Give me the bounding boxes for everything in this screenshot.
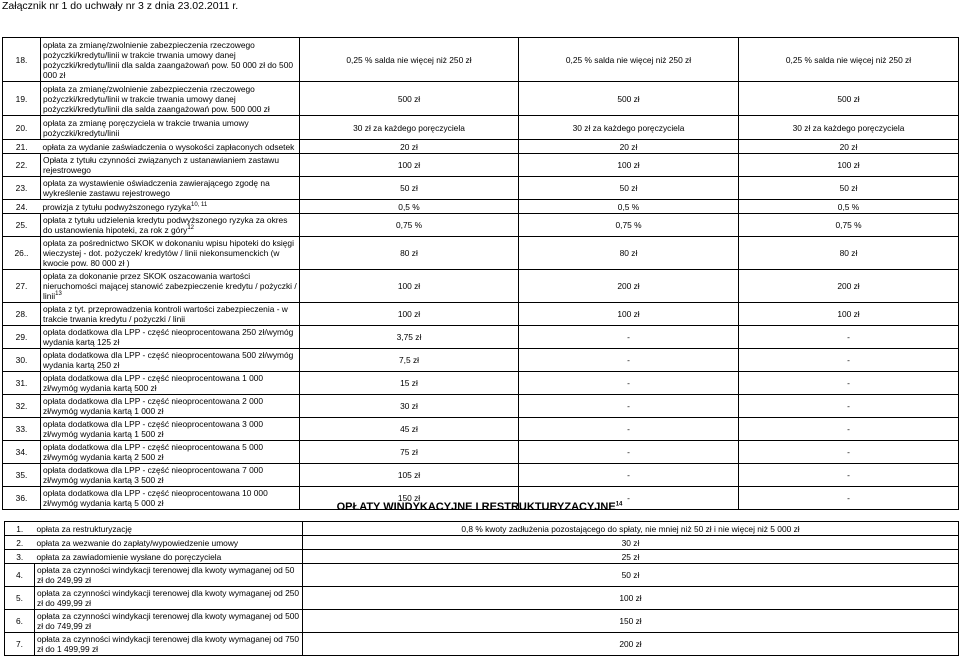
fee-description: opłata za zawiadomienie wysłane do poręczyciela [35, 550, 303, 564]
fee-value: 150 zł [303, 610, 959, 633]
fee-value: 50 zł [739, 177, 959, 200]
table-row [5, 522, 959, 536]
fee-value: 105 zł [300, 464, 519, 487]
fee-value: - [519, 487, 739, 510]
row-number: 36. [3, 487, 41, 510]
fee-value: - [519, 441, 739, 464]
fee-value: 500 zł [300, 82, 519, 116]
fee-description: opłata za pośrednictwo SKOK w dokonaniu wpisu hipoteki do księgi wieczystej - dot. pożyczek/ kredytów / linii niekonsumenckich (w kwocie pow. 80 000 zł ) [41, 237, 300, 270]
row-number: 30. [3, 349, 41, 372]
fee-value: - [739, 326, 959, 349]
fee-value: 25 zł [303, 550, 959, 564]
row-number: 27. [3, 270, 41, 303]
table-row [3, 464, 959, 487]
fee-description-text: opłata za dokonanie przez SKOK oszacowania wartości nieruchomości mającej stanowić zabezpieczenie kredytu / pożyczki / linii [43, 271, 297, 301]
table-row [5, 550, 959, 564]
fee-value: - [519, 418, 739, 441]
fee-value: - [739, 418, 959, 441]
fee-value: 100 zł [739, 154, 959, 177]
row-number: 22. [3, 154, 41, 177]
fee-value: 75 zł [300, 441, 519, 464]
fee-value: 20 zł [300, 140, 519, 154]
fee-description: opłata dodatkowa dla LPP - część nieoprocentowana 1 000 zł/wymóg wydania kartą 500 zł [41, 372, 300, 395]
table-row [5, 536, 959, 550]
fee-value: 30 zł za każdego poręczyciela [519, 116, 739, 140]
fee-value: 7,5 zł [300, 349, 519, 372]
fee-value: - [739, 395, 959, 418]
fee-value: - [519, 464, 739, 487]
fee-description [41, 270, 300, 303]
table-row [5, 633, 959, 656]
fee-value: - [519, 372, 739, 395]
row-number: 18. [3, 38, 41, 82]
fee-description: opłata za czynności windykacji terenowej dla kwoty wymaganej od 500 zł do 749,99 zł [35, 610, 303, 633]
fee-value: 0,5 % [519, 200, 739, 214]
fee-value: 30 zł [300, 395, 519, 418]
table-row [3, 395, 959, 418]
table-row [3, 177, 959, 200]
document-header: Załącznik nr 1 do uchwały nr 3 z dnia 23.02.2011 r. [2, 0, 239, 12]
row-number: 5. [5, 587, 35, 610]
row-number: 2. [5, 536, 35, 550]
fee-value: 100 zł [300, 270, 519, 303]
footnote-ref: 14 [615, 501, 623, 508]
table-row [3, 116, 959, 140]
fee-value: 50 zł [300, 177, 519, 200]
fee-value: 0,5 % [739, 200, 959, 214]
fee-value: 100 zł [519, 303, 739, 326]
fee-description: opłata za zmianę poręczyciela w trakcie trwania umowy pożyczki/kredytu/linii [41, 116, 300, 140]
row-number: 26.. [3, 237, 41, 270]
table-row [3, 38, 959, 82]
fee-description [41, 200, 300, 214]
section-title [0, 500, 959, 514]
row-number: 29. [3, 326, 41, 349]
table-row [3, 82, 959, 116]
fee-description: opłata za restrukturyzację [35, 522, 303, 536]
fee-value: 0,5 % [300, 200, 519, 214]
row-number: 31. [3, 372, 41, 395]
table-row [3, 237, 959, 270]
row-number: 4. [5, 564, 35, 587]
table-row [3, 349, 959, 372]
fee-value: 0,25 % salda nie więcej niż 250 zł [300, 38, 519, 82]
row-number: 19. [3, 82, 41, 116]
fee-value: 20 zł [739, 140, 959, 154]
table-row [3, 214, 959, 237]
fee-description [41, 214, 300, 237]
fee-value: - [739, 372, 959, 395]
fee-value: 50 zł [519, 177, 739, 200]
row-number: 25. [3, 214, 41, 237]
row-number: 24. [3, 200, 41, 214]
fee-description: opłata za zmianę/zwolnienie zabezpieczenia rzeczowego pożyczki/kredytu/linii w trakcie trwania umowy danej pożyczki/kredytu/linii dla salda zaangażowań pow. 500 000 zł [41, 82, 300, 116]
row-number: 6. [5, 610, 35, 633]
table-row [5, 587, 959, 610]
fee-value: 50 zł [303, 564, 959, 587]
fee-value: 150 zł [300, 487, 519, 510]
row-number: 20. [3, 116, 41, 140]
fee-value: 30 zł za każdego poręczyciela [739, 116, 959, 140]
row-number: 32. [3, 395, 41, 418]
table-row [3, 326, 959, 349]
table-row [3, 200, 959, 214]
fee-value: 200 zł [519, 270, 739, 303]
table-row [3, 372, 959, 395]
collection-fees-table [4, 521, 959, 656]
fee-description: opłata dodatkowa dla LPP - część nieoprocentowana 2 000 zł/wymóg wydania kartą 1 000 zł [41, 395, 300, 418]
fee-description: opłata dodatkowa dla LPP - część nieoprocentowana 500 zł/wymóg wydania kartą 250 zł [41, 349, 300, 372]
table-row [5, 564, 959, 587]
fee-value: 0,75 % [300, 214, 519, 237]
table-row [3, 270, 959, 303]
table-row [3, 303, 959, 326]
fee-description: opłata za wezwanie do zapłaty/wypowiedzenie umowy [35, 536, 303, 550]
row-number: 21. [3, 140, 41, 154]
fee-value: - [739, 464, 959, 487]
fee-description: opłata dodatkowa dla LPP - część nieoprocentowana 250 zł/wymóg wydania kartą 125 zł [41, 326, 300, 349]
fees-table [2, 37, 959, 510]
row-number: 28. [3, 303, 41, 326]
row-number: 7. [5, 633, 35, 656]
fee-value: - [519, 326, 739, 349]
fee-description: opłata za zmianę/zwolnienie zabezpieczenia rzeczowego pożyczki/kredytu/linii w trakcie trwania umowy danej pożyczki/kredytu/linii dla salda zaangażowań pow. 50 000 zł do 500 000 zł [41, 38, 300, 82]
fee-description: opłata dodatkowa dla LPP - część nieoprocentowana 3 000 zł/wymóg wydania kartą 1 500 zł [41, 418, 300, 441]
fee-value: 20 zł [519, 140, 739, 154]
fee-value: 0,25 % salda nie więcej niż 250 zł [739, 38, 959, 82]
table-row [3, 418, 959, 441]
fee-value: 0,25 % salda nie więcej niż 250 zł [519, 38, 739, 82]
row-number: 1. [5, 522, 35, 536]
section-title-text: OPŁATY WINDYKACYJNE I RESTRUKTURYZACYJNE [336, 501, 616, 513]
fee-value: 0,75 % [739, 214, 959, 237]
fee-value: - [739, 349, 959, 372]
fee-value: 100 zł [739, 303, 959, 326]
row-number: 3. [5, 550, 35, 564]
fee-value: 200 zł [303, 633, 959, 656]
fee-description-text: prowizja z tytułu podwyższonego ryzyka [42, 201, 191, 212]
fee-description: opłata za czynności windykacji terenowej dla kwoty wymaganej od 50 zł do 249,99 zł [35, 564, 303, 587]
table-row [3, 140, 959, 154]
fee-value: 100 zł [300, 303, 519, 326]
table-row [5, 610, 959, 633]
fee-value: 200 zł [739, 270, 959, 303]
fee-value: - [739, 441, 959, 464]
fee-description: opłata za wystawienie oświadczenia zawierającego zgodę na wykreślenie zastawu rejestrowego [41, 177, 300, 200]
fee-description: opłata za wydanie zaświadczenia o wysokości zapłaconych odsetek [41, 140, 300, 154]
footnote-ref: 10, 11 [191, 201, 208, 208]
fee-value: 30 zł [303, 536, 959, 550]
fee-value: 80 zł [739, 237, 959, 270]
footnote-ref: 13 [55, 291, 62, 298]
fee-description: opłata za czynności windykacji terenowej dla kwoty wymaganej od 750 zł do 1 499,99 zł [35, 633, 303, 656]
fee-value: 100 zł [303, 587, 959, 610]
fee-description-text: opłata z tytułu udzielenia kredytu podwyższonego ryzyka za okres do ustanowienia hipoteki, za rok z góry [43, 215, 288, 235]
row-number: 34. [3, 441, 41, 464]
fee-value: 30 zł za każdego poręczyciela [300, 116, 519, 140]
fee-value: 0,8 % kwoty zadłużenia pozostającego do spłaty, nie mniej niż 50 zł i nie więcej niż 5 000 zł [303, 522, 959, 536]
fee-description: opłata dodatkowa dla LPP - część nieoprocentowana 10 000 zł/wymóg wydania kartą 5 000 zł [41, 487, 300, 510]
fee-value: 3,75 zł [300, 326, 519, 349]
fee-value: 500 zł [519, 82, 739, 116]
table-row [3, 441, 959, 464]
fee-value: - [739, 487, 959, 510]
table-row [3, 154, 959, 177]
row-number: 33. [3, 418, 41, 441]
fee-value: 80 zł [300, 237, 519, 270]
fee-description: opłata dodatkowa dla LPP - część nieoprocentowana 7 000 zł/wymóg wydania kartą 3 500 zł [41, 464, 300, 487]
fee-value: 45 zł [300, 418, 519, 441]
fee-value: 15 zł [300, 372, 519, 395]
fee-value: 0,75 % [519, 214, 739, 237]
fee-description: opłata dodatkowa dla LPP - część nieoprocentowana 5 000 zł/wymóg wydania kartą 2 500 zł [41, 441, 300, 464]
fee-value: 100 zł [300, 154, 519, 177]
fee-value: 100 zł [519, 154, 739, 177]
row-number: 35. [3, 464, 41, 487]
row-number: 23. [3, 177, 41, 200]
fee-description: opłata za czynności windykacji terenowej dla kwoty wymaganej od 250 zł do 499,99 zł [35, 587, 303, 610]
footnote-ref: 12 [187, 225, 195, 232]
fee-value: 80 zł [519, 237, 739, 270]
fee-description: opłata z tyt. przeprowadzenia kontroli wartości zabezpieczenia - w trakcie trwania kredytu / pożyczki / linii [41, 303, 300, 326]
fee-description: Opłata z tytułu czynności związanych z ustanawianiem zastawu rejestrowego [41, 154, 300, 177]
fee-value: - [519, 395, 739, 418]
fee-value: - [519, 349, 739, 372]
fee-value: 500 zł [739, 82, 959, 116]
